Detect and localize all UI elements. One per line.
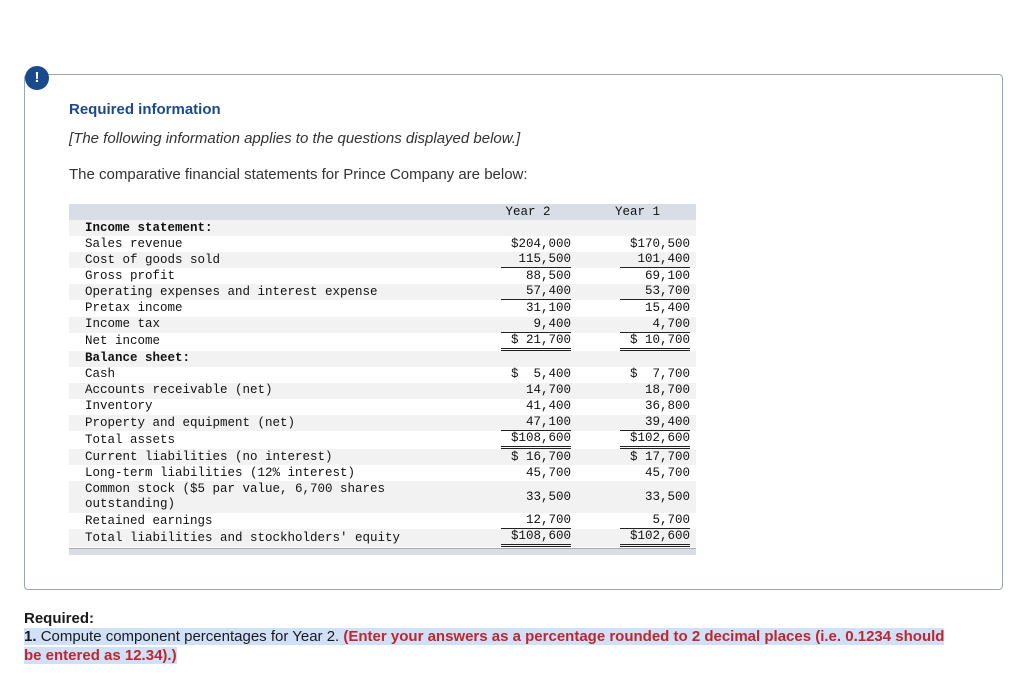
year2-cell [477, 415, 579, 431]
row-label: Total liabilities and stockholders' equity [69, 529, 477, 547]
year1-value: $ 17,700 [629, 449, 690, 464]
year1-column-header: Year 1 [579, 204, 696, 220]
table-row [69, 317, 696, 333]
year2-value: 47,100 [501, 415, 571, 431]
year1-cell [579, 220, 696, 236]
year1-value: $ 7,700 [629, 367, 690, 382]
year2-value: 9,400 [501, 317, 571, 333]
year1-cell [579, 383, 696, 399]
year1-cell [579, 513, 696, 529]
table-header-row [69, 204, 696, 220]
rounding-instruction: (Enter your answers as a percentage rounded to 2 decimal places (i.e. 0.1234 should be entered as 12.34).) [24, 628, 945, 664]
year2-cell [477, 513, 579, 529]
year2-value: $108,600 [501, 529, 571, 547]
year2-cell [477, 268, 579, 284]
table-section-row [69, 220, 696, 236]
year1-value: 39,400 [620, 415, 690, 431]
year2-cell [477, 317, 579, 333]
year1-value: 33,500 [644, 489, 690, 504]
year2-value: 12,700 [501, 513, 571, 529]
row-label: Pretax income [69, 300, 477, 316]
row-label: Operating expenses and interest expense [69, 284, 477, 300]
row-label: Gross profit [69, 268, 477, 284]
table-row [69, 415, 696, 431]
task-text: Compute component percentages for Year 2. [40, 628, 340, 645]
row-label: Current liabilities (no interest) [69, 449, 477, 465]
row-label: Income tax [69, 317, 477, 333]
year2-cell [477, 431, 579, 449]
year1-cell [579, 317, 696, 333]
task-instruction [24, 627, 954, 665]
exclamation-icon: ! [25, 66, 49, 90]
row-label: Balance sheet: [69, 351, 477, 367]
table-row [69, 300, 696, 316]
year1-cell [579, 529, 696, 547]
year2-cell [477, 252, 579, 268]
year2-value: $204,000 [510, 236, 571, 251]
year2-value: 45,700 [525, 465, 571, 480]
year1-value: 69,100 [644, 268, 690, 283]
year1-value: 53,700 [620, 284, 690, 300]
year2-value: 57,400 [501, 284, 571, 300]
table-section-row [69, 351, 696, 367]
table-row [69, 383, 696, 399]
year1-value: $ 10,700 [620, 333, 690, 351]
table-footer-bar [69, 548, 696, 555]
task-number: 1. [24, 628, 37, 645]
row-label: Cost of goods sold [69, 252, 477, 268]
year2-value: $ 21,700 [501, 333, 571, 351]
year2-cell [477, 300, 579, 316]
required-label: Required: [24, 610, 95, 627]
year1-value: $102,600 [620, 529, 690, 547]
table-row [69, 449, 696, 465]
row-label: Sales revenue [69, 236, 477, 252]
year2-column-header: Year 2 [477, 204, 579, 220]
table-row [69, 333, 696, 351]
table-row [69, 284, 696, 300]
year2-cell [477, 236, 579, 252]
table-row [69, 481, 696, 513]
row-label: Property and equipment (net) [69, 415, 477, 431]
year2-value: 31,100 [525, 301, 571, 316]
row-label: Accounts receivable (net) [69, 383, 477, 399]
row-label: Long-term liabilities (12% interest) [69, 465, 477, 481]
year2-value: 41,400 [525, 399, 571, 414]
table-row [69, 268, 696, 284]
financial-statements-table [69, 204, 696, 547]
year1-cell [579, 268, 696, 284]
row-label: Common stock ($5 par value, 6,700 shares outstanding) [69, 481, 477, 513]
year1-cell [579, 431, 696, 449]
table-row [69, 367, 696, 383]
row-label: Total assets [69, 431, 477, 449]
year2-cell [477, 383, 579, 399]
year2-cell [477, 449, 579, 465]
intro-text: The comparative financial statements for Prince Company are below: [69, 166, 528, 183]
year1-value: 101,400 [620, 252, 690, 268]
year1-value: 45,700 [644, 465, 690, 480]
year1-cell [579, 252, 696, 268]
year1-cell [579, 333, 696, 351]
year2-value: 88,500 [525, 268, 571, 283]
table-row [69, 252, 696, 268]
year1-cell [579, 481, 696, 513]
year1-value: 18,700 [644, 383, 690, 398]
label-column-header [69, 204, 477, 220]
table-row [69, 431, 696, 449]
year2-cell [477, 465, 579, 481]
year1-cell [579, 449, 696, 465]
row-label: Inventory [69, 399, 477, 415]
applies-note: [The following information applies to the questions displayed below.] [69, 130, 521, 147]
year1-cell [579, 415, 696, 431]
year2-cell [477, 220, 579, 236]
year1-value: 4,700 [620, 317, 690, 333]
year1-cell [579, 351, 696, 367]
year2-value: $108,600 [501, 431, 571, 449]
year1-cell [579, 399, 696, 415]
year2-value: $ 16,700 [510, 449, 571, 464]
table-row [69, 513, 696, 529]
year2-cell [477, 284, 579, 300]
table-row [69, 236, 696, 252]
year2-cell [477, 333, 579, 351]
year2-value: 14,700 [525, 383, 571, 398]
year1-value: 15,400 [644, 301, 690, 316]
year1-value: $102,600 [620, 431, 690, 449]
year1-cell [579, 367, 696, 383]
row-label: Income statement: [69, 220, 477, 236]
row-label: Cash [69, 367, 477, 383]
year2-cell [477, 481, 579, 513]
required-information-title: Required information [69, 101, 221, 118]
year2-value: $ 5,400 [510, 367, 571, 382]
year2-cell [477, 367, 579, 383]
year2-cell [477, 351, 579, 367]
table-row [69, 399, 696, 415]
table-row [69, 465, 696, 481]
row-label: Retained earnings [69, 513, 477, 529]
year2-value: 33,500 [525, 489, 571, 504]
year2-cell [477, 399, 579, 415]
table-row [69, 529, 696, 547]
year2-cell [477, 529, 579, 547]
row-label: Net income [69, 333, 477, 351]
year1-cell [579, 300, 696, 316]
year1-value: 36,800 [644, 399, 690, 414]
year2-value: 115,500 [501, 252, 571, 268]
required-section [24, 610, 954, 665]
year1-cell [579, 465, 696, 481]
year1-cell [579, 284, 696, 300]
year1-value: $170,500 [629, 236, 690, 251]
year1-cell [579, 236, 696, 252]
year1-value: 5,700 [620, 513, 690, 529]
